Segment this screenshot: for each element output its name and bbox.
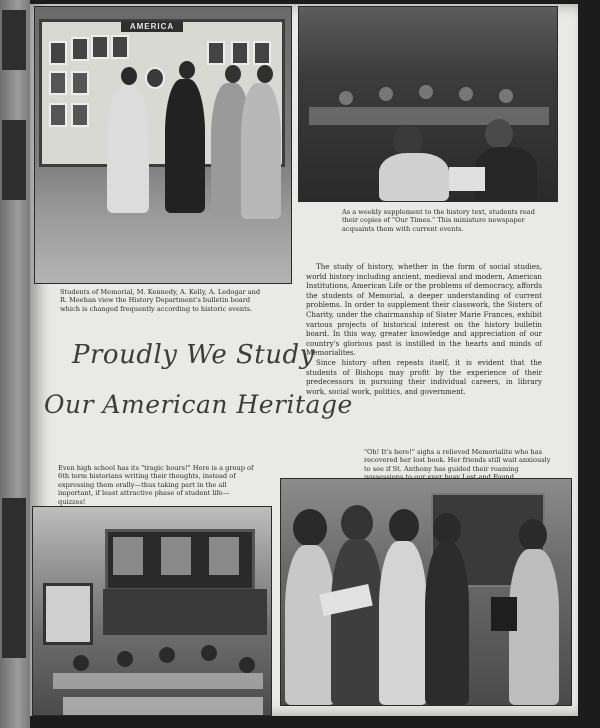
article-paragraph: Since history often repeats itself, it is evident that the students of Bishops may profit by the experience of their predecessors in pursuing their individual careers, in library work, social work, politics, and government. [306,357,542,396]
bulletin-board-caption: Students of Memorial, M. Kennedy, A. Kelly, A. Ledogar and R. Meehan view the History Department's bulletin board which is changed frequently according to historic events. [60,288,261,313]
student-head [379,87,393,101]
student-head [179,61,195,79]
our-times-caption: As a weekly supplement to the history text, students read their copies of "Our Times." This miniature newspaper acquaints them with current events. [342,208,535,233]
portrait [49,103,67,127]
wall-picture [43,583,93,645]
student-head [433,513,461,545]
headline-line-1: Proudly We Study [72,340,315,370]
student-head [485,119,513,149]
desk-row [63,697,263,715]
student-head [121,67,137,85]
student-head [257,65,273,83]
portrait [49,41,67,65]
student-head [159,647,175,663]
portrait [231,41,249,65]
student-head [117,651,133,667]
portrait [71,103,89,127]
student-figure [107,85,149,213]
classroom-reading-photo [298,6,558,202]
portrait [111,35,129,59]
student-head [419,85,433,99]
student-head [239,657,255,673]
portrait [71,37,89,61]
article-body [306,262,542,396]
portrait [91,35,109,59]
article-paragraph: The study of history, whether in the form of social studies, world history including ancient, medieval and modern, American Institutions, American Life or the problems of democracy, affords the students of Memorial, a deeper understanding of current problems. In order to supplement their classwork, the Sisters of Charity, under the chairmanship of Sister Marie Frances, exhibit various projects of historical interest on the history bulletin board. In this way, greater knowledge and appreciation of our country's glorious past is instilled in the hearts and minds of Memorialites. [306,262,542,358]
student-head [341,505,373,541]
student-head [499,89,513,103]
blackboard [103,589,267,635]
student-figure [425,543,469,705]
student-head [519,519,547,551]
adjacent-page-photo [2,120,26,200]
student-figure [165,79,205,213]
student-figure [331,539,383,705]
quiz-classroom-photo [32,506,272,716]
portrait [71,71,89,95]
portrait [49,71,67,95]
adjacent-page-photo [2,10,26,70]
student-figure [241,83,281,219]
window-pane [113,537,143,575]
student-figure [285,545,335,705]
adjacent-page-edge [0,0,30,728]
portrait [207,41,225,65]
tragic-hours-caption: Even high school has its "tragic hours!" Here is a group of 6th term historians writing their thoughts, instead of expressing them orally—thus taking part in the all important, if least attractive phase of student life—quizzes! [58,464,254,506]
student-figure [379,153,449,201]
portrait [145,67,165,89]
window-pane [209,537,239,575]
desk-row [309,107,549,125]
lost-and-found-photo [280,478,572,706]
desk-row [53,673,263,689]
student-head [293,509,327,547]
student-head [459,87,473,101]
portrait [253,41,271,65]
newspaper [449,167,485,191]
student-head [225,65,241,83]
student-head [339,91,353,105]
lost-and-found-caption: "Oh! It's here!" sighs a relieved Memorialite who has recovered her lost book. Her friends still wait anxiously to see if St. Anthony has guided their roaming [364,448,551,473]
book [491,597,517,631]
yearbook-page [30,4,578,716]
student-head [201,645,217,661]
student-figure [379,541,427,705]
bulletin-board-heading: AMERICA [121,21,183,32]
bulletin-board-photo [34,6,292,284]
window-pane [161,537,191,575]
student-head [73,655,89,671]
headline-line-2: Our American Heritage [44,390,353,419]
student-head [389,509,419,543]
adjacent-page-photo [2,498,26,658]
